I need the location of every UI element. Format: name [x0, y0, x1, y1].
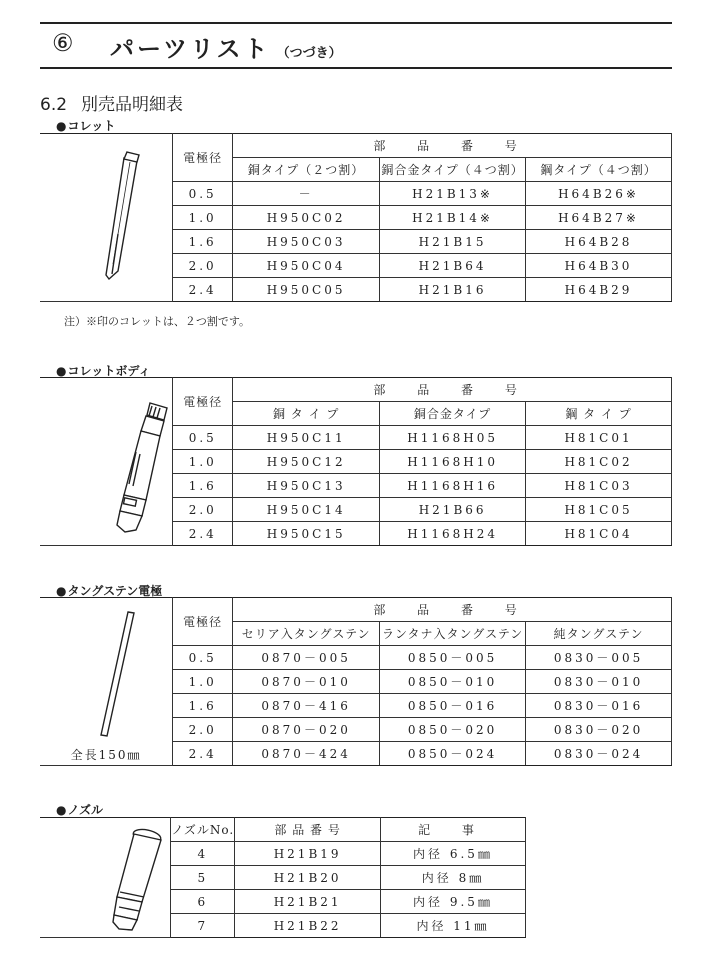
nozzle-note-header: 記 事: [381, 818, 526, 842]
collet-table: [40, 133, 672, 302]
cell: H1168H05: [380, 426, 526, 450]
collet-type-2: 鋼タイプ（４つ割）: [526, 158, 672, 182]
collet-note: 注）※印のコレットは、２つ割です。: [64, 315, 251, 328]
cell: 0850－016: [380, 694, 526, 718]
cell: 6: [171, 890, 235, 914]
cell: 1.6: [173, 474, 233, 498]
cell: H64B26※: [526, 182, 672, 206]
cell: H64B29: [526, 278, 672, 302]
page-header: [40, 22, 672, 69]
cell: 0830－024: [526, 742, 672, 766]
cell: H950C04: [233, 254, 380, 278]
cell: H21B16: [380, 278, 526, 302]
tungsten-part-header: 部 品 番 号: [233, 598, 672, 622]
cell: 2.0: [173, 254, 233, 278]
cell: H1168H16: [380, 474, 526, 498]
cell: 7: [171, 914, 235, 938]
nozzle-table: [40, 817, 526, 938]
collet-type-0: 銅タイプ（２つ割）: [233, 158, 380, 182]
cell: 0870－010: [233, 670, 380, 694]
cell: 内径 11㎜: [381, 914, 526, 938]
cell: 0.5: [173, 426, 233, 450]
cell: 0850－010: [380, 670, 526, 694]
cell: 0870－005: [233, 646, 380, 670]
cell: H21B22: [235, 914, 381, 938]
tungsten-illustration: [40, 598, 173, 746]
tungsten-diameter-header: 電極径: [173, 598, 233, 646]
collet-body-diameter-header: 電極径: [173, 378, 233, 426]
cell: H950C14: [233, 498, 380, 522]
cell: H81C01: [526, 426, 672, 450]
cell: 0.5: [173, 646, 233, 670]
collet-type-1: 銅合金タイプ（４つ割）: [380, 158, 526, 182]
cell: －: [233, 182, 380, 206]
nozzle-number-header: ノズルNo.: [171, 818, 235, 842]
cell: H21B15: [380, 230, 526, 254]
cell: H81C05: [526, 498, 672, 522]
cell: 5: [171, 866, 235, 890]
cell: H81C04: [526, 522, 672, 546]
nozzle-part-header: 部 品 番 号: [235, 818, 381, 842]
nozzle-label: ● ノズル: [56, 801, 103, 818]
cell: 内径 6.5㎜: [381, 842, 526, 866]
cell: H950C05: [233, 278, 380, 302]
section-number: 6.2: [40, 95, 68, 115]
cell: 1.0: [173, 206, 233, 230]
cell: 4: [171, 842, 235, 866]
collet-body-table: [40, 377, 672, 546]
cell: H64B30: [526, 254, 672, 278]
cell: H81C02: [526, 450, 672, 474]
collet-body-type-2: 鋼 タ イ プ: [526, 402, 672, 426]
cell: H21B20: [235, 866, 381, 890]
section-heading: [40, 90, 183, 115]
cell: 0.5: [173, 182, 233, 206]
cell: H1168H10: [380, 450, 526, 474]
header-number: ⑥: [52, 29, 74, 57]
cell: 0850－005: [380, 646, 526, 670]
collet-body-image-cell: [40, 378, 173, 546]
tungsten-image-cell: [40, 598, 173, 766]
cell: H950C15: [233, 522, 380, 546]
cell: H950C03: [233, 230, 380, 254]
tungsten-table: [40, 597, 672, 766]
cell: 1.0: [173, 670, 233, 694]
cell: H950C11: [233, 426, 380, 450]
title-text: パーツリスト: [110, 35, 271, 63]
cell: 0830－020: [526, 718, 672, 742]
cell: 0830－005: [526, 646, 672, 670]
tungsten-label: ● タングステン電極: [56, 582, 162, 599]
cell: 1.6: [173, 230, 233, 254]
cell: H21B19: [235, 842, 381, 866]
collet-illustration: [40, 134, 173, 306]
cell: H21B13※: [380, 182, 526, 206]
collet-diameter-header: 電極径: [173, 134, 233, 182]
cell: H21B21: [235, 890, 381, 914]
cell: 内径 9.5㎜: [381, 890, 526, 914]
tungsten-type-2: 純タングステン: [526, 622, 672, 646]
cell: 1.0: [173, 450, 233, 474]
cell: 2.0: [173, 498, 233, 522]
page-title: [110, 29, 342, 64]
collet-part-header: 部 品 番 号: [233, 134, 672, 158]
cell: H1168H24: [380, 522, 526, 546]
cell: 内径 8㎜: [381, 866, 526, 890]
tungsten-type-0: セリア入タングステン: [233, 622, 380, 646]
cell: H21B64: [380, 254, 526, 278]
collet-body-part-header: 部 品 番 号: [233, 378, 672, 402]
cell: H64B28: [526, 230, 672, 254]
cell: 0870－020: [233, 718, 380, 742]
cell: H950C12: [233, 450, 380, 474]
cell: 2.4: [173, 522, 233, 546]
cell: 2.0: [173, 718, 233, 742]
collet-body-label: ● コレットボディ: [56, 362, 150, 379]
cell: H81C03: [526, 474, 672, 498]
cell: 1.6: [173, 694, 233, 718]
nozzle-illustration: [40, 818, 173, 942]
cell: 2.4: [173, 278, 233, 302]
cell: 0830－010: [526, 670, 672, 694]
cell: 0850－024: [380, 742, 526, 766]
collet-body-illustration: [40, 378, 173, 550]
cell: 0870－424: [233, 742, 380, 766]
cell: H21B14※: [380, 206, 526, 230]
cell: 0850－020: [380, 718, 526, 742]
collet-body-type-1: 銅合金タイプ: [380, 402, 526, 426]
cell: 0830－016: [526, 694, 672, 718]
collet-label: ● コレット: [56, 117, 115, 134]
cell: 2.4: [173, 742, 233, 766]
collet-image-cell: [40, 134, 173, 302]
section-title: 別売品明細表: [81, 95, 184, 115]
cell: H64B27※: [526, 206, 672, 230]
cell: H21B66: [380, 498, 526, 522]
collet-body-type-0: 銅 タ イ プ: [233, 402, 380, 426]
cell: 0870－416: [233, 694, 380, 718]
nozzle-image-cell: [40, 818, 171, 938]
title-suffix: （つづき）: [276, 46, 342, 61]
tungsten-length-caption: 全長150㎜: [70, 748, 142, 762]
cell: H950C13: [233, 474, 380, 498]
tungsten-type-1: ランタナ入タングステン: [380, 622, 526, 646]
cell: H950C02: [233, 206, 380, 230]
